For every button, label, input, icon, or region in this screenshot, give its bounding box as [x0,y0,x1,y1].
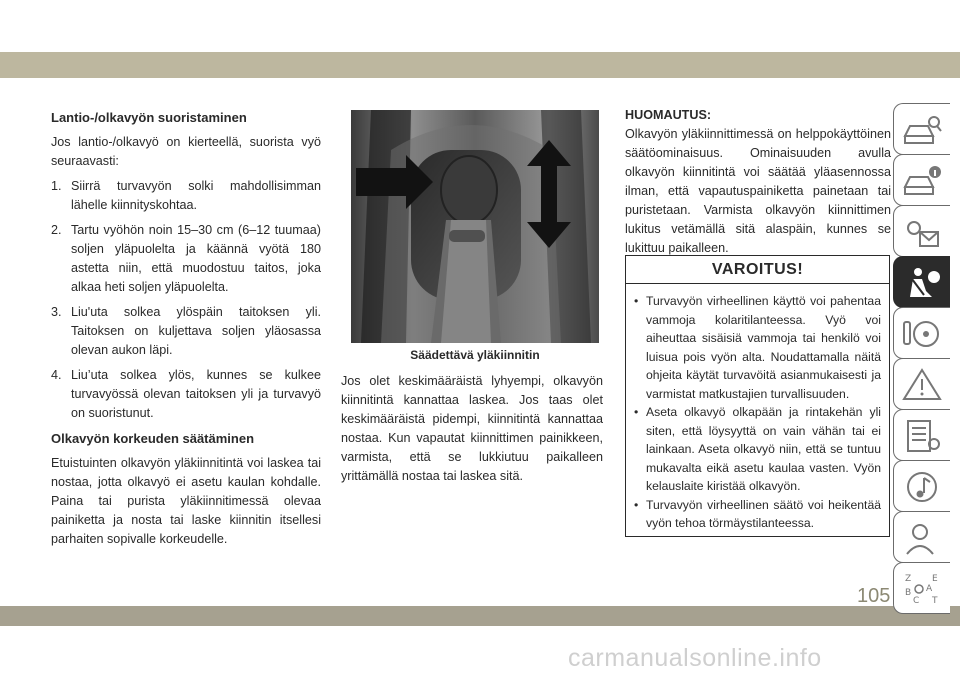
section-heading-height: Olkavyön korkeuden säätäminen [51,431,255,446]
list-item [51,366,321,423]
tab-driving[interactable] [893,307,950,359]
warning-text: Aseta olkavyö olkapään ja rintakehän yli siten, että löysyyttä on vain vähän tai ei lainkaan. Aseta olkavyö niin, että se tuntuu mukavalta eikä asetu kaulaa vasten. Vyön kelauslaite kiristää olkavyön. [646,405,881,493]
warning-title: VAROITUS! [626,256,889,284]
photo-caption: Säädettävä yläkiinnitin [410,348,540,362]
bullet-icon: • [634,294,639,308]
step-number: 2. [51,223,62,237]
tab-safety[interactable] [893,256,950,308]
step-text: Siirrä turvavyön solki mahdollisimman lähelle kiinnityskohtaa. [71,179,321,212]
list-item [634,403,881,496]
bullet-icon: • [634,497,639,512]
car-info-icon [902,163,942,199]
index-letter: T [932,596,938,606]
alphabet-index-icon [902,571,942,607]
note-paragraph: Olkavyön yläkiinnittimessä on helppokäyttöinen säätöominaisuus. Ominaisuuden avulla olkavyön kiinnitintä voi säätää yläasennossa ilman, että vapautuspainiketta painetaan tai puristetaan. Varmista olkavyön kiinnittimen lukitus vetämällä sitä alaspäin, kunnes se lukittuu paikalleen. [625,127,891,255]
height-paragraph: Etuistuinten olkavyön yläkiinnitintä voi laskea tai nostaa, jotta olkavyö ei asetu kaulan kohdalle. Paina tai purista yläkiinnitimessä olevaa painiketta ja nosta tai laske kiinnitin itsellesi parhaiten sopivalle korkeudelle. [51,456,321,546]
list-item [51,177,321,215]
page-number: 105 [857,585,891,607]
lights-message-icon [902,214,942,250]
step-text: Liu’uta solkea ylös, kunnes se kulkee turvavyössä olevan taitoksen yli ja turvavyö on suoristunut. [71,368,321,420]
bullet-icon: • [634,405,639,419]
headset-icon [902,520,942,556]
list-item [51,303,321,360]
step-number: 1. [51,179,62,193]
middle-column [341,372,603,486]
step-text: Tartu vyöhön noin 15–30 cm (6–12 tuumaa) soljen yläpuolelta ja käännä vyötä 180 astetta niin, että muodostuu taitos, joka alkaa heti soljen yläpuolelta. [71,223,321,294]
left-column [51,108,321,549]
step-number: 4. [51,368,62,382]
note-title: HUOMAUTUS: [625,108,712,122]
list-item [634,292,881,403]
warning-box [625,255,890,537]
steering-wheel-icon [902,316,942,352]
anchor-photo [351,110,599,343]
warning-list [626,292,889,533]
tab-emergency[interactable] [893,358,950,410]
index-letter: A [926,584,933,594]
tab-vehicle-info[interactable] [893,154,950,206]
tab-dashboard[interactable] [893,205,950,257]
warning-triangle-icon [902,367,942,403]
header-band [0,52,960,78]
index-letter: Z [905,574,912,584]
watermark: carmanualsonline.info [568,644,822,672]
tab-maintenance[interactable] [893,409,950,461]
section-heading-straighten: Lantio-/olkavyön suoristaminen [51,110,247,125]
tab-vehicle-inspection[interactable] [893,103,950,155]
index-letter: C [913,596,920,606]
step-text: Liu'uta solkea ylöspäin taitoksen yli. Taitoksen on kuljettava soljen yläosassa olevan aukon läpi. [71,305,321,357]
footer-band [0,606,960,626]
step-number: 3. [51,305,62,319]
tab-customer-assistance[interactable] [893,511,950,563]
index-letter: E [932,574,938,584]
middle-paragraph: Jos olet keskimääräistä lyhyempi, olkavyön kiinnitintä kannattaa laskea. Jos taas olet keskimääräistä pidempi, kiinnitintä kannattaa nostaa. Kun vapautat kiinnittimen painikkeen, varmista, että se lukkiutuu paikalleen yrittämällä nostaa tai laskea sitä. [341,374,603,483]
intro-paragraph: Jos lantio-/olkavyö on kierteellä, suorista vyö seuraavasti: [51,135,321,168]
tab-multimedia[interactable] [893,460,950,512]
right-column [625,106,891,258]
warning-text: Turvavyön virheellinen käyttö voi pahentaa vammoja kolaritilanteessa. Vyö voi aiheuttaa sisäisiä vammoja tai henkilö voi luisua pois vyön alta. Noudattamalla näitä ohjeita käytät turvavöitä asianmukaisesti ja varmistat matkustajien turvallisuuden. [646,294,881,401]
service-checklist-icon [902,418,942,454]
index-letter: B [905,588,912,598]
warning-text: Turvavyön virheellinen säätö voi heikentää vyön tehoa törmäystilanteessa. [646,497,881,530]
list-item [51,221,321,297]
list-item [634,496,881,533]
seatbelt-airbag-icon [902,265,942,301]
music-note-icon [902,469,942,505]
tab-index[interactable] [893,562,950,614]
car-magnifier-icon [902,112,942,148]
steps-list [51,177,321,423]
